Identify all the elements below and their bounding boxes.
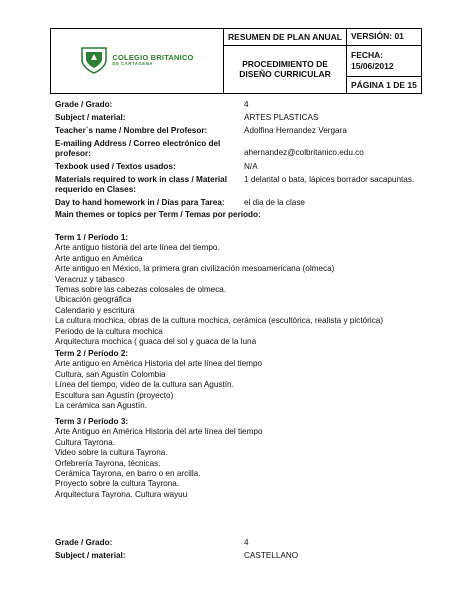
term-item: Ubicación geográfica: [55, 295, 132, 305]
info-label: Teacher´s name / Nombre del Profesor:: [55, 126, 208, 136]
term-3-section: [55, 417, 415, 500]
term-item: Arte antiguo en América: [55, 253, 143, 263]
info-row: [55, 551, 415, 561]
info-label: Texbook used / Textos usados:: [55, 161, 176, 171]
term-item: Temas sobre las cabezas colosales de olmeca.: [55, 285, 227, 295]
school-logo: [80, 45, 193, 75]
info-value: el dia de la clase: [244, 197, 305, 207]
info-value: 4: [244, 100, 249, 109]
term-item: Arte antiguo en México, la primera gran civilización mesoamericana (olmeca): [55, 264, 335, 274]
info-label: Day to hand homework in / Días para Tarea:: [55, 197, 225, 207]
email-value: ahernandez@colbritanico.edu.co: [244, 148, 364, 158]
term-item: Arquitectura mochica ( guaca del sol y guaca de la luna: [55, 337, 257, 347]
info-row: [55, 175, 415, 195]
info-row: [55, 198, 415, 208]
term-item: La cerámica san Agustín.: [55, 401, 147, 411]
info-label: Grade / Grado:: [55, 538, 113, 547]
info-value: ARTES PLASTICAS: [244, 113, 319, 123]
info-label: Materials required to work in class / Material requerido en Clases:: [55, 175, 227, 194]
info-label: Subject / material:: [55, 551, 126, 561]
info-value: Adolfina Hernandez Vergara: [244, 126, 347, 136]
term-item: Arte Antiguo en América Historia del arte línea del tiempo: [55, 427, 263, 437]
term-item: Arquitectura Tayrona. Cultura wayuu: [55, 489, 188, 499]
term-item: Video sobre la cultura Tayrona.: [55, 448, 168, 458]
next-course-info: [55, 538, 415, 564]
logo-name: COLEGIO BRITANICO: [112, 52, 194, 62]
term-item: Cultura, san Agustín Colombia: [55, 369, 166, 379]
date-label: FECHA:: [351, 50, 384, 61]
header-table: [50, 28, 422, 94]
page-number: PÁGINA 1 DE 15: [347, 77, 422, 94]
term-title: Term 2 / Período 2:: [55, 349, 129, 358]
term-item: Cerámica Tayrona, en barro o en arcilla.: [55, 469, 201, 479]
term-item: Arte antiguo en América Historia del arte línea del tiempo: [55, 359, 263, 369]
info-value: 4: [244, 538, 249, 547]
info-value: N/A: [244, 161, 258, 171]
logo-cell: [51, 29, 224, 94]
procedure-title: PROCEDIMIENTO DE DISEÑO CURRICULAR: [224, 45, 347, 93]
info-row: [55, 139, 415, 159]
date-value: 15/06/2012: [351, 60, 394, 71]
term-item: Escultura san Agustín (proyecto): [55, 390, 174, 400]
school-crest-icon: [80, 45, 108, 75]
themes-heading: Main themes or topics per Term / Temas por período:: [55, 210, 261, 219]
info-row: [55, 162, 415, 172]
term-item: Periodo de la cultura mochica: [55, 326, 163, 336]
summary-title: RESUMEN DE PLAN ANUAL: [224, 29, 347, 46]
version-label: VERSIÓN: 01: [347, 29, 422, 46]
info-value: 1 delantal o bata, lápices borrador sacapuntas.: [244, 175, 415, 184]
info-row: [55, 538, 415, 548]
course-info: [55, 100, 415, 211]
info-label: Subject / material:: [55, 113, 126, 123]
info-value: CASTELLANO: [244, 551, 299, 561]
term-item: Arte antiguo historia del arte línea del tiempo.: [55, 243, 220, 253]
date-cell: [347, 45, 422, 77]
term-item: Veracruz y tabasco: [55, 274, 125, 284]
term-item: Cultura Tayrona.: [55, 437, 115, 447]
info-row: [55, 100, 415, 110]
term-2-section: [55, 349, 415, 411]
term-item: Línea del tiempo, video de la cultura san Agustín.: [55, 380, 234, 390]
info-row: [55, 126, 415, 136]
term-item: Proyecto sobre la cultura Tayrona.: [55, 479, 180, 489]
term-item: Calendario y escritura: [55, 305, 135, 315]
info-label: Grade / Grado:: [55, 100, 113, 109]
term-title: Term 3 / Período 3:: [55, 417, 129, 426]
info-row: [55, 113, 415, 123]
info-label: E-mailing Address / Correo electrónico del profesor:: [55, 139, 221, 158]
term-1-section: [55, 233, 415, 347]
logo-subtitle: DE CARTAGENA: [112, 60, 154, 66]
term-title: Term 1 / Período 1:: [55, 233, 129, 242]
term-item: Orfebrería Tayrona, técnicas.: [55, 458, 161, 468]
term-item: La cultura mochica, obras de la cultura mochica, cerámica (escultórica, realista y pictórica): [55, 316, 384, 326]
